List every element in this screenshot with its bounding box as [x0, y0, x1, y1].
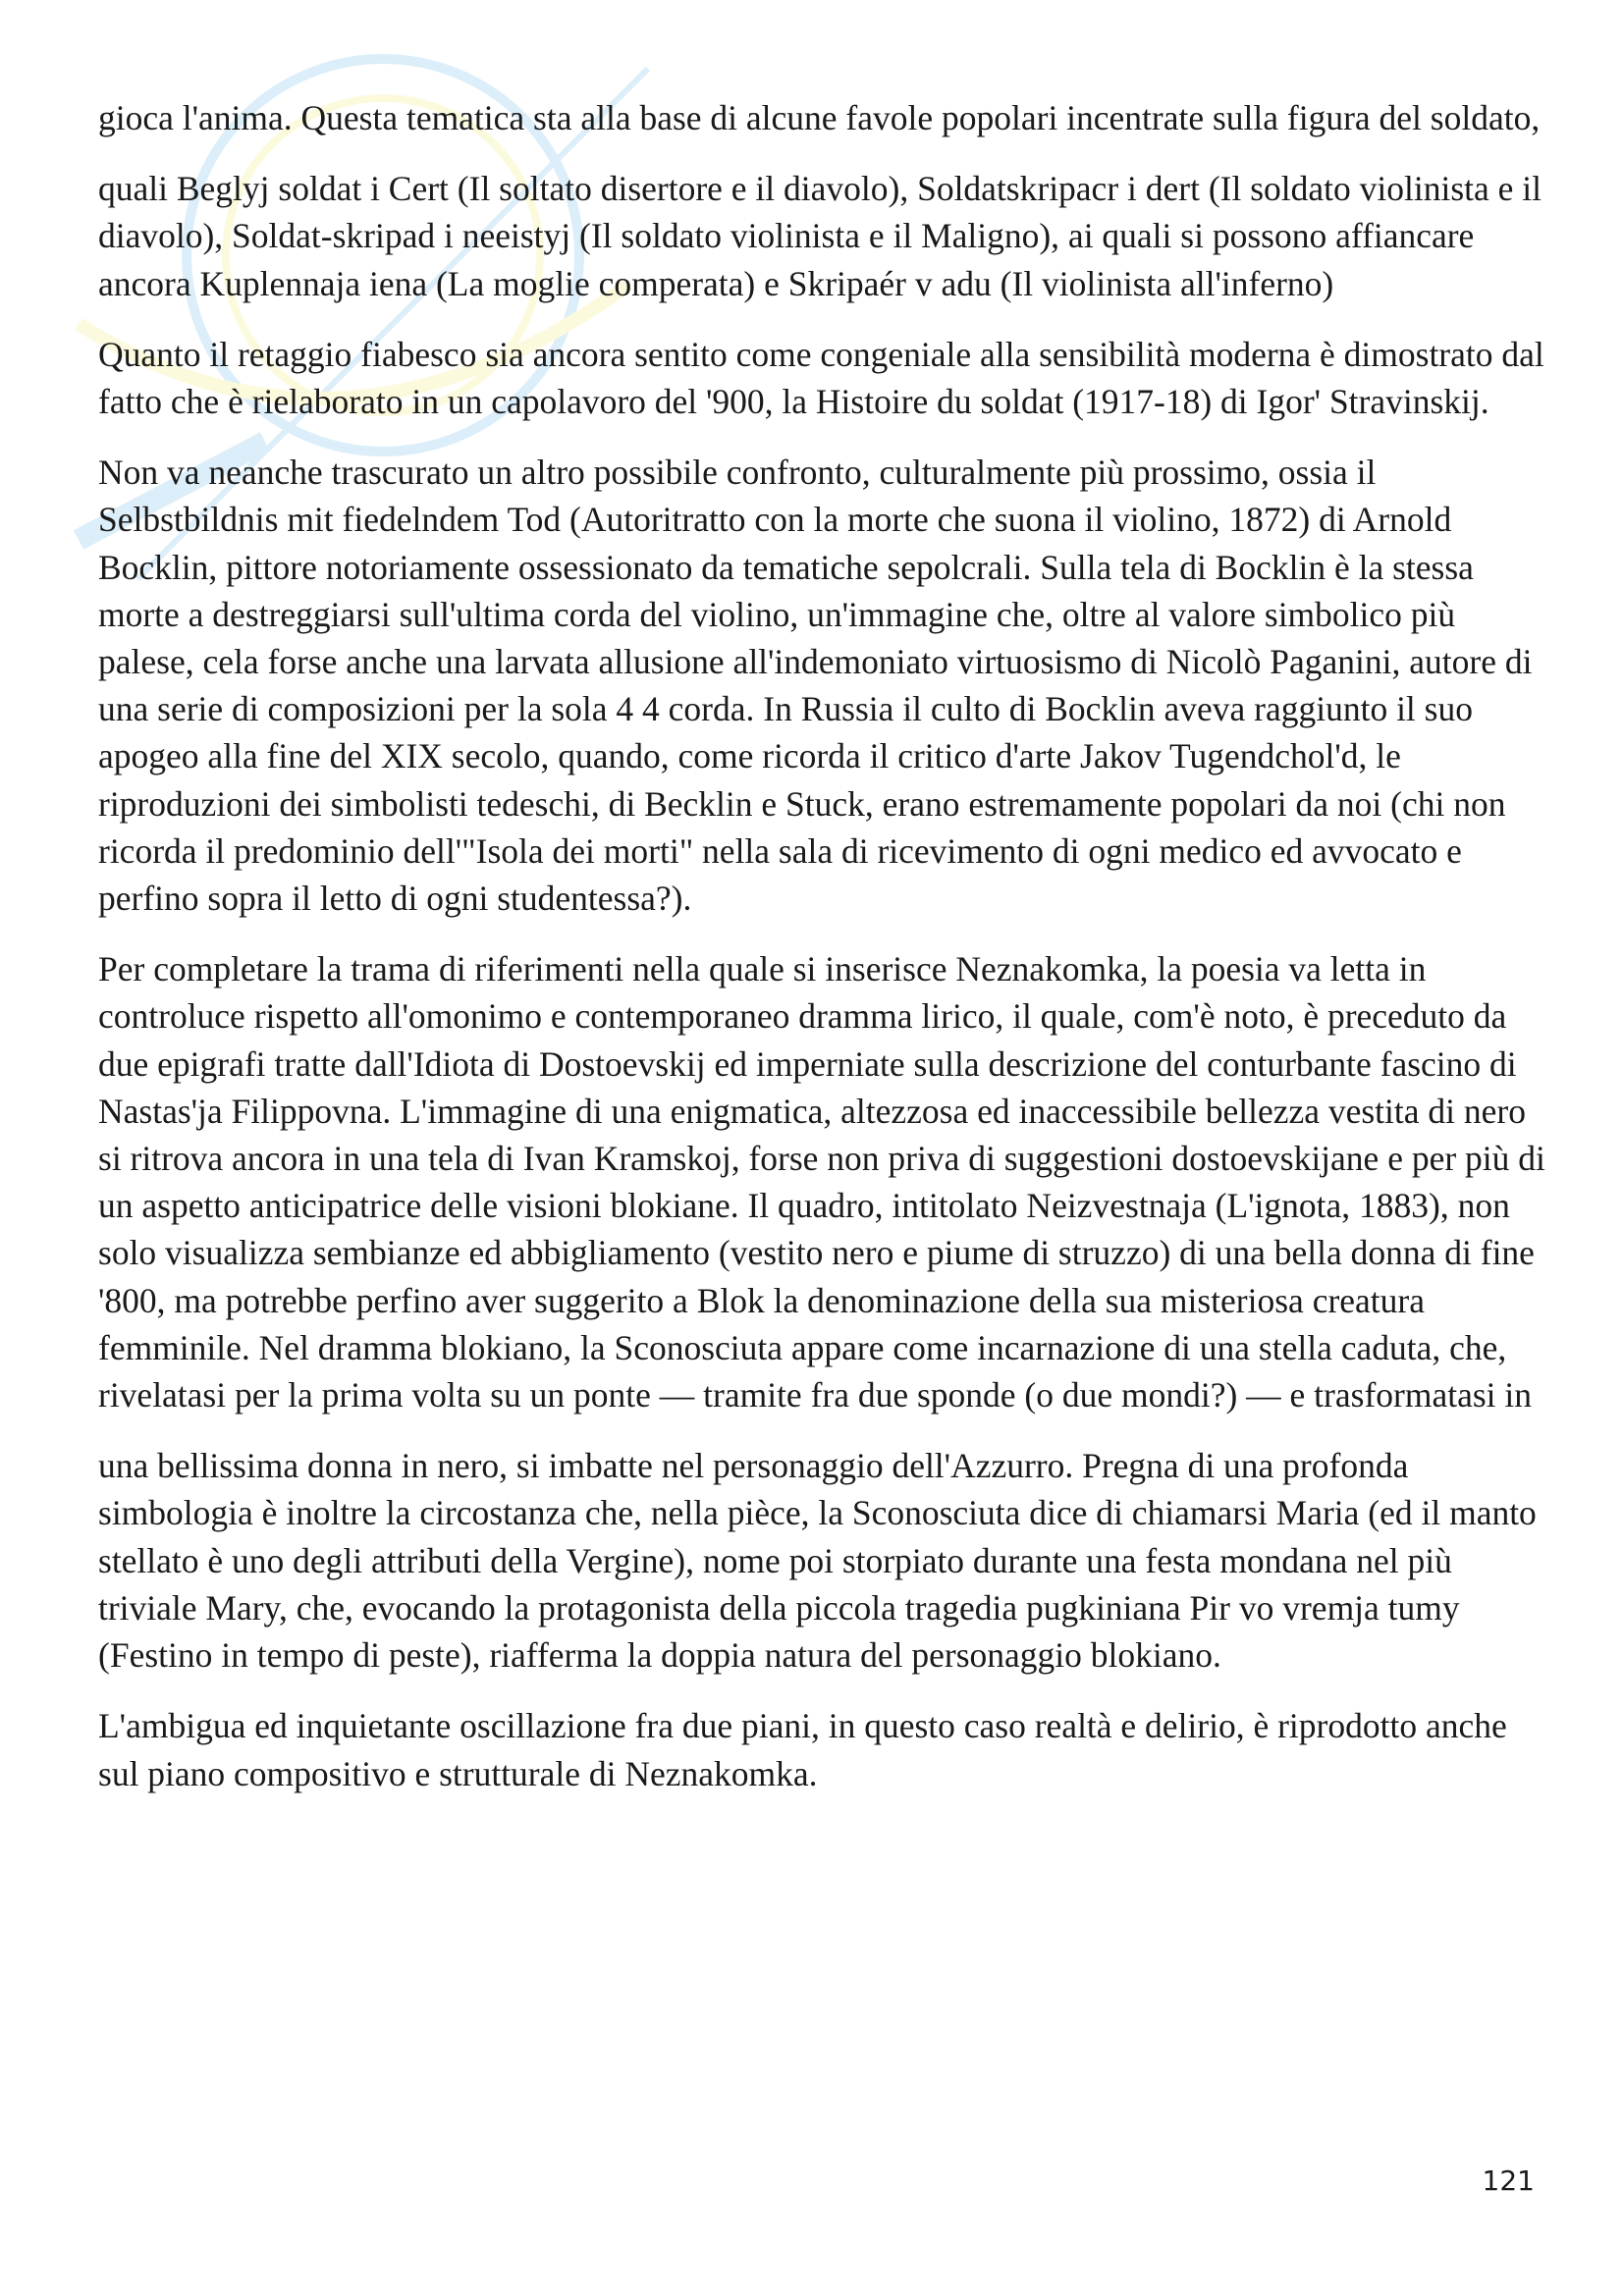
paragraph-2: quali Beglyj soldat i Cert (Il soltato disertore e il diavolo), Soldatskripacr i dert (Il soldato violinista e il diavolo), Soldat-skripad i neeistyj (Il soldato violinista e il Maligno), ai quali si possono affiancare ancora Kuplennaja iena (La moglie comperata) e Skripaér v adu (Il violinista all'inferno)	[98, 169, 1542, 303]
paragraph-4: Non va neanche trascurato un altro possibile confronto, culturalmente più prossimo, ossia il Selbstbildnis mit fiedelndem Tod (Autoritratto con la morte che suona il violino, 1872) di Arnold Bocklin, pittore notoriamente ossessionato da tematiche sepolcrali. Sulla tela di Bocklin è la stessa morte a destreggiarsi sull'ultima corda del violino, un'immagine che, oltre al valore simbolico più palese, cela forse anche una larvata allusione all'indemoniato virtuosismo di Nicolò Paganini, autore di una serie di composizioni per la sola 4 4 corda. In Russia il culto di Bocklin aveva raggiunto il suo apogeo alla fine del XIX secolo, quando, come ricorda il critico d'arte Jakov Tugendchol'd, le riproduzioni dei simbolisti tedeschi, di Becklin e Stuck, erano estremamente popolari da noi (chi non ricorda il predominio dell'"Isola dei morti" nella sala di ricevimento di ogni medico ed avvocato e perfino sopra il letto di ogni studentessa?).	[98, 453, 1533, 919]
page-number: 121	[1482, 2164, 1535, 2197]
paragraph-5: Per completare la trama di riferimenti nella quale si inserisce Neznakomka, la poesia va letta in controluce rispetto all'omonimo e contemporaneo dramma lirico, il quale, com'è noto, è preceduto da due epigrafi tratte dall'Idiota di Dostoevskij ed imperniate sulla descrizione del conturbante fascino di Nastas'ja Filippovna. L'immagine di una enigmatica, altezzosa ed inaccessibile bellezza vestita di nero si ritrova ancora in una tela di Ivan Kramskoj, forse non priva di suggestioni dostoevskijane e per più di un aspetto anticipatrice delle visioni blokiane. Il quadro, intitolato Neizvestnaja (L'ignota, 1883), non solo visualizza sembianze ed abbigliamento (vestito nero e piume di struzzo) di una bella donna di fine '800, ma potrebbe perfino aver suggerito a Blok la denominazione della sua misteriosa creatura femminile. Nel dramma blokiano, la Sconosciuta appare come incarnazione di una stella caduta, che, rivelatasi per la prima volta su un ponte — tramite fra due sponde (o due mondi?) — e trasformatasi in	[98, 949, 1545, 1415]
document-body	[98, 94, 1551, 1821]
paragraph-1: gioca l'anima. Questa tematica sta alla base di alcune favole popolari incentrate sulla figura del soldato,	[98, 98, 1541, 137]
paragraph-7: L'ambigua ed inquietante oscillazione fra due piani, in questo caso realtà e delirio, è riprodotto anche sul piano compositivo e strutturale di Neznakomka.	[98, 1706, 1507, 1793]
paragraph-3: Quanto il retaggio fiabesco sia ancora sentito come congeniale alla sensibilità moderna è dimostrato dal fatto che è rielaborato in un capolavoro del '900, la Histoire du soldat (1917-18) di Igor' Stravinskij.	[98, 334, 1544, 422]
paragraph-6: una bellissima donna in nero, si imbatte nel personaggio dell'Azzurro. Pregna di una profonda simbologia è inoltre la circostanza che, nella pièce, la Sconosciuta dice di chiamarsi Maria (ed il manto stellato è uno degli attributi della Vergine), nome poi storpiato durante una festa mondana nel più triviale Mary, che, evocando la protagonista della piccola tragedia pugkiniana Pir vo vremja tumy (Festino in tempo di peste), riafferma la doppia natura del personaggio blokiano.	[98, 1446, 1537, 1676]
